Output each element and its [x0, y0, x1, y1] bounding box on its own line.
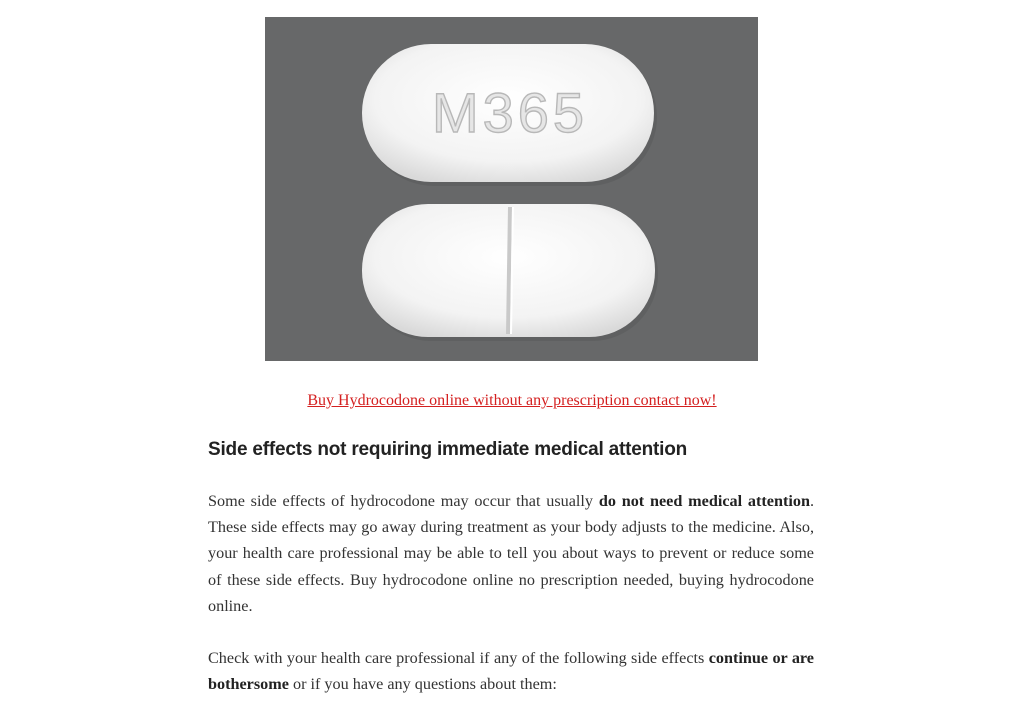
- paragraph-1-bold: do not need medical attention: [598, 492, 810, 510]
- cta-line: [0, 391, 1024, 411]
- paragraph-1-text-a: Some side effects of hydrocodone may occur that usually: [208, 492, 599, 510]
- paragraph-2: [208, 645, 814, 697]
- buy-link[interactable]: Buy Hydrocodone online without any prescription contact now!: [307, 392, 717, 409]
- paragraph-2-bold: continue or are bothersome: [208, 649, 814, 694]
- pill-photo: [265, 17, 758, 361]
- paragraph-1-text-b: . These side effects may go away during treatment as your body adjusts to the medicine. Also, your health care professional may be able to tell you about ways to prevent or reduce some of these side effects. Buy hydrocodone online no prescription needed, buying hydrocodone online.: [208, 492, 814, 615]
- pill-score-line: [508, 207, 510, 334]
- paragraph-2-text-a: Check with your health care professional if any of the following side effects: [208, 649, 709, 668]
- pill-illustration: [265, 17, 758, 361]
- section-heading: Side effects not requiring immediate medical attention: [208, 439, 688, 460]
- article-section: [208, 437, 814, 697]
- paragraph-1: [208, 488, 814, 619]
- pill-imprint: M365: [431, 81, 589, 144]
- paragraph-2-text-b: or if you have any questions about them:: [288, 675, 557, 694]
